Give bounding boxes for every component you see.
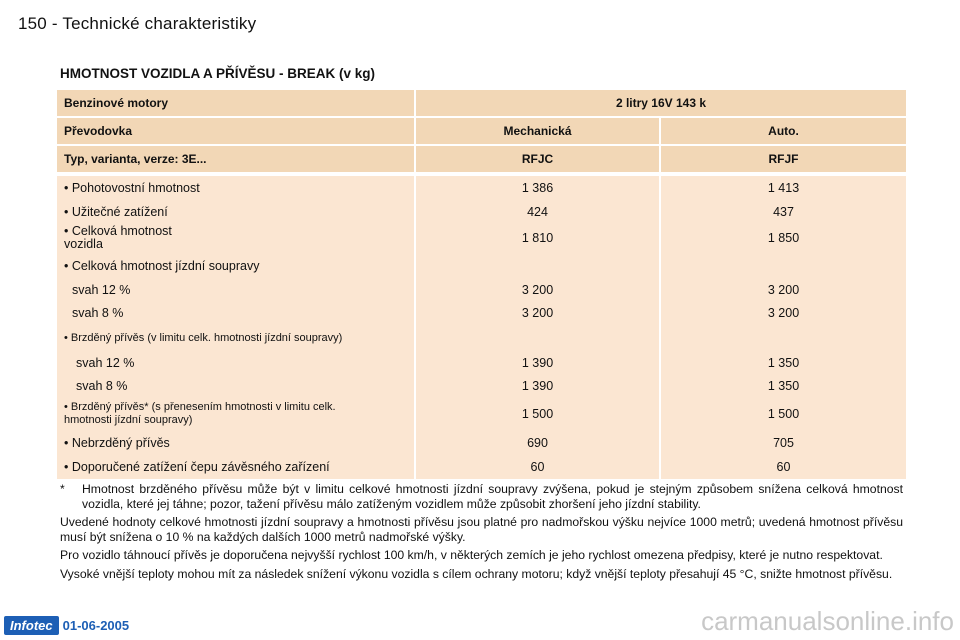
auto-column [661, 176, 906, 479]
table-cell-auto: 1 413 [767, 181, 800, 195]
footnote-text: Hmotnost brzděného přívěsu může být v limitu celkové hmotnosti jízdní soupravy zvýšena, pokud je stejným způsobem snížena celková hmotnost vozidla, které jej táhne; pozor, tažení přívěsu málo zatíženým vozidlem může způsobit zhoršení jeho jízdní stability. [82, 482, 903, 511]
table-cell-manual [416, 324, 659, 351]
table-cell-label: • Brzděný přívěs* (s přenesením hmotnosti v limitu celk. hmotnosti jízdní soupravy) [64, 401, 336, 426]
table-cell-manual: 60 [530, 460, 545, 474]
table-body [57, 176, 906, 479]
table-cell-label: • Užitečné zatížení [64, 204, 168, 219]
type-auto: RFJF [661, 146, 906, 172]
note-temperature: Vysoké vnější teploty mohou mít za následek snížení výkonu vozidla s cílem ochrany motoru; když vnější teploty přesahují 45 °C, snižte hmotnost přívěsu. [60, 566, 893, 581]
table-cell-label: svah 12 % [76, 356, 135, 370]
table-cell-auto: 3 200 [767, 306, 800, 320]
table-cell-auto: 1 350 [767, 356, 800, 370]
engine-value: 2 litry 16V 143 k [416, 90, 906, 116]
table-header-row-gearbox [57, 118, 906, 144]
table-cell-auto: 1 350 [767, 379, 800, 393]
label-column [57, 176, 414, 479]
table-cell-label: svah 12 % [72, 283, 131, 297]
table-cell-manual: 1 500 [521, 407, 554, 421]
table-cell-manual: 690 [527, 436, 548, 450]
footer [4, 616, 129, 635]
table-cell-auto: 3 200 [767, 283, 800, 297]
table-cell-auto [661, 324, 906, 351]
table-cell-label: svah 8 % [72, 306, 124, 320]
section-title: HMOTNOST VOZIDLA A PŘÍVĚSU - BREAK (v kg) [60, 66, 376, 81]
gearbox-manual: Mechanická [416, 118, 659, 144]
footnote [60, 482, 903, 511]
weights-table [57, 90, 906, 479]
table-cell-auto: 705 [773, 436, 794, 450]
note-speed: Pro vozidlo táhnoucí přívěs je doporučena nejvyšší rychlost 100 km/h, v některých zemích je jeho rychlost omezena předpisy, které je nutno respektovat. [60, 548, 883, 562]
table-cell-auto: 1 500 [767, 407, 800, 421]
note-altitude: Uvedené hodnoty celkové hmotnosti jízdní soupravy a hmotnosti přívěsu jsou platné pro nadmořskou výšku nejvíce 1000 metrů; uvedená hmotnost přívěsu musí být snížena o 10 % na každých dalších 1000 metrů nadmořské výšky. [60, 515, 903, 544]
infotec-logo: Infotec [4, 616, 59, 635]
gearbox-label: Převodovka [57, 118, 414, 144]
table-cell-manual: 1 810 [521, 231, 554, 245]
table-cell-manual: 3 200 [521, 283, 554, 297]
table-cell-manual: 1 390 [521, 356, 554, 370]
table-cell-auto: 437 [773, 204, 794, 219]
table-cell-label: • Brzděný přívěs (v limitu celk. hmotnosti jízdní soupravy) [64, 331, 343, 344]
table-cell-manual: 3 200 [521, 306, 554, 320]
table-cell-auto: 1 850 [767, 231, 800, 245]
page-title: 150 - Technické charakteristiky [18, 14, 257, 33]
engine-label: Benzinové motory [57, 90, 414, 116]
table-cell-label: • Celková hmotnost vozidla [64, 224, 172, 251]
table-cell-label: • Doporučené zatížení čepu závěsného zařízení [64, 460, 330, 474]
table-cell-auto: 60 [776, 460, 791, 474]
gearbox-auto: Auto. [661, 118, 906, 144]
footer-date: 01-06-2005 [62, 618, 130, 633]
table-cell-label: svah 8 % [76, 379, 128, 393]
watermark: carmanualsonline.info [701, 606, 954, 636]
table-cell-manual: 1 390 [521, 379, 554, 393]
table-cell-manual [416, 253, 659, 278]
manual-column [416, 176, 659, 479]
type-manual: RFJC [416, 146, 659, 172]
table-cell-auto [661, 253, 906, 278]
table-header-row-type [57, 146, 906, 172]
footnote-mark: * [60, 482, 65, 496]
table-cell-label: • Pohotovostní hmotnost [64, 181, 200, 195]
table-cell-manual: 424 [527, 204, 548, 219]
table-cell-label: • Celková hmotnost jízdní soupravy [64, 258, 260, 273]
notes [60, 482, 903, 585]
table-header-row-engine [57, 90, 906, 116]
table-cell-label: • Nebrzděný přívěs [64, 436, 170, 450]
table-cell-manual: 1 386 [521, 181, 554, 195]
type-label: Typ, varianta, verze: 3E... [57, 146, 414, 172]
